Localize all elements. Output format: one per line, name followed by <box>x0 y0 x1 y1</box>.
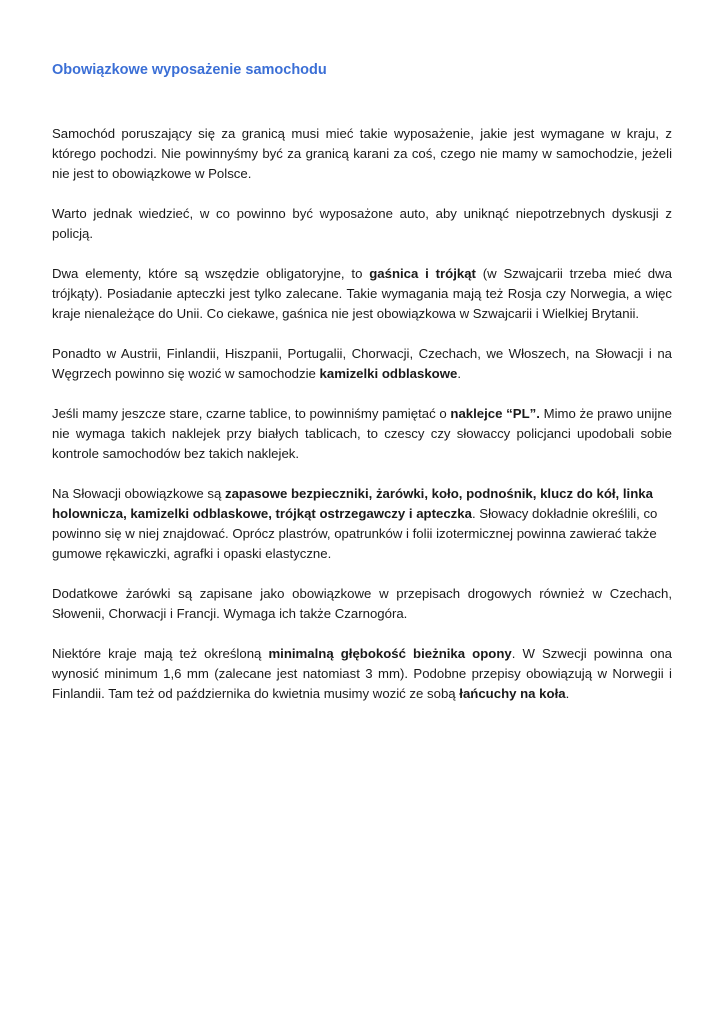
paragraph-text: Na Słowacji obowiązkowe są <box>52 486 225 501</box>
paragraph-text: Niektóre kraje mają też określoną <box>52 646 269 661</box>
paragraph-text: Dodatkowe żarówki są zapisane jako obowiązkowe w przepisach drogowych również w Czechach, Słowenii, Chorwacji i Francji. Wymaga ich także Czarnogóra. <box>52 586 672 621</box>
paragraph-text: Dwa elementy, które są wszędzie obligatoryjne, to <box>52 266 370 281</box>
paragraph-text: (w Szwajcarii trzeba mieć dwa trójkąty). Posiadanie apteczki jest tylko zalecane. Takie wymagania mają też Rosja czy Norwegia, a więc kraje nienależące do Unii. Co ciekawe, gaśnica nie jest obowiązkowa w Szwajcarii i Wielkiej Brytanii. <box>52 266 672 321</box>
document-page <box>52 60 672 724</box>
bold-text: gaśnica i trójkąt <box>369 266 476 281</box>
paragraph-tires <box>52 644 672 704</box>
paragraph-text: Warto jednak wiedzieć, w co powinno być wyposażone auto, aby uniknąć niepotrzebnych dyskusji z policją. <box>52 206 672 241</box>
paragraph-intro <box>52 124 672 184</box>
paragraph-text: Jeśli mamy jeszcze stare, czarne tablice, to powinniśmy pamiętać o <box>52 406 451 421</box>
paragraph-police <box>52 204 672 244</box>
paragraph-obligatory <box>52 264 672 324</box>
bold-text: zapasowe bezpieczniki, żarówki, koło, podnośnik, klucz do kół, linka holownicza, kamizelki odblaskowe, trójkąt ostrzegawczy i apteczka <box>52 486 653 521</box>
bold-text: naklejce “PL”. <box>450 406 540 421</box>
paragraph-text: Ponadto w Austrii, Finlandii, Hiszpanii, Portugalii, Chorwacji, Czechach, we Włoszech, na Słowacji i na Węgrzech powinno się wozić w samochodzie <box>52 346 672 381</box>
paragraph-slovakia <box>52 484 672 564</box>
paragraph-text: . <box>565 686 570 701</box>
bold-text: łańcuchy na koła <box>459 686 566 701</box>
document-title: Obowiązkowe wyposażenie samochodu <box>52 62 327 78</box>
paragraph-text: Mimo że prawo unijne nie wymaga takich naklejek przy białych tablicach, to czescy czy słowaccy policjanci upodobali sobie kontrole samochodów bez takich naklejek. <box>52 406 672 461</box>
paragraph-text: . W Szwecji powinna ona wynosić minimum 1,6 mm (zalecane jest natomiast 3 mm). Podobne przepisy obowiązują w Norwegii i Finlandii. Tam też od października do kwietnia musimy wozić ze sobą <box>52 646 672 701</box>
bold-text: kamizelki odblaskowe <box>319 366 458 381</box>
paragraph-pl-sticker <box>52 404 672 464</box>
paragraph-text: Samochód poruszający się za granicą musi mieć takie wyposażenie, jakie jest wymagane w kraju, z którego pochodzi. Nie powinnyśmy być za granicą karani za coś, czego nie mamy w samochodzie, jeżeli nie jest to obowiązkowe w Polsce. <box>52 126 672 181</box>
paragraph-text: . Słowacy dokładnie określili, co powinno się w niej znajdować. Oprócz plastrów, opatrunków i folii izotermicznej powinna zawierać także gumowe rękawiczki, agrafki i opaski elastyczne. <box>52 506 658 561</box>
bold-text: minimalną głębokość bieżnika opony <box>268 646 512 661</box>
paragraph-bulbs <box>52 584 672 624</box>
paragraph-vests <box>52 344 672 384</box>
paragraph-text: . <box>457 366 461 381</box>
